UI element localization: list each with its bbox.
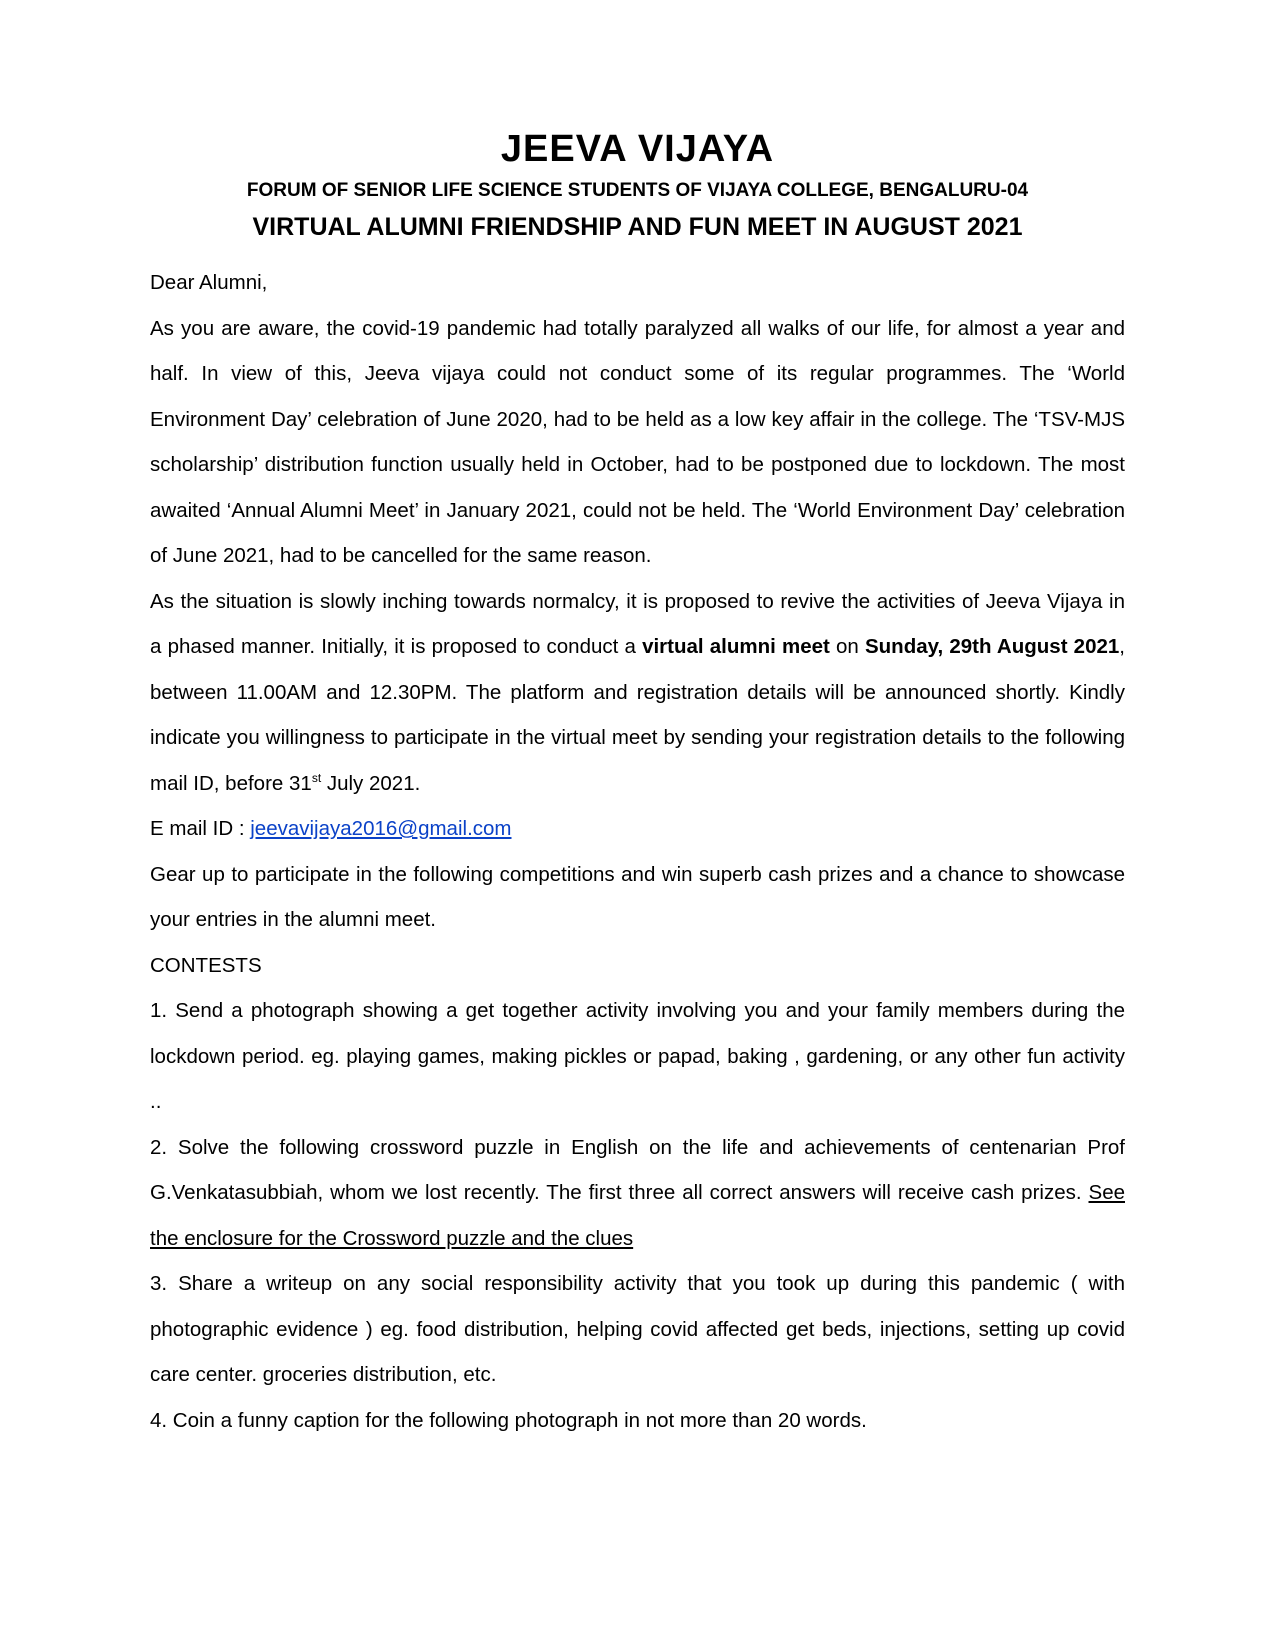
crossword-enclosure-note: See the enclosure for the Crossword puzzle and the clues <box>150 1181 1125 1250</box>
contest-4: 4. Coin a funny caption for the following photograph in not more than 20 words. <box>150 1408 867 1432</box>
contest-1: 1. Send a photograph showing a get together activity involving you and your family members during the lockdown period. eg. playing games, making pickles or papad, baking , gardening, or any other fun activity .. <box>150 999 1125 1113</box>
event-heading: VIRTUAL ALUMNI FRIENDSHIP AND FUN MEET IN AUGUST 2021 <box>252 213 1023 241</box>
ordinal-suffix: st <box>311 770 322 785</box>
contest-2 <box>150 1125 1125 1262</box>
contest-3: 3. Share a writeup on any social responsibility activity that you took up during this pandemic ( with photographic evidence ) eg. food distribution, helping covid affected get beds, injections, setting up covid care center. groceries distribution, etc. <box>150 1272 1125 1386</box>
page-title: JEEVA VIJAYA <box>500 128 775 170</box>
salutation: Dear Alumni, <box>150 271 268 294</box>
email-line <box>150 806 1125 852</box>
para2-text-2: on <box>829 635 865 658</box>
forum-subtitle: FORUM OF SENIOR LIFE SCIENCE STUDENTS OF VIJAYA COLLEGE, BENGALURU-04 <box>246 180 1029 201</box>
para2-text-3: , between 11.00AM and 12.30PM. The platform and registration details will be announced shortly. Kindly indicate you willingness to participate in the virtual meet by sending your registration details to the following mail ID, before 31 <box>150 635 1125 795</box>
letter-body <box>150 260 1125 1443</box>
meet-date: Sunday, 29th August 2021 <box>864 635 1120 658</box>
email-label: E mail ID : <box>150 817 251 840</box>
contest-2-text: 2. Solve the following crossword puzzle in English on the life and achievements of centenarian Prof G.Venkatasubbiah, whom we lost recently. The first three all correct answers will receive cash prizes. <box>150 1135 1125 1204</box>
meet-type: virtual alumni meet <box>642 635 830 658</box>
paragraph-competitions: Gear up to participate in the following competitions and win superb cash prizes and a chance to showcase your entries in the alumni meet. <box>150 862 1125 931</box>
contests-heading: CONTESTS <box>150 953 262 977</box>
email-link[interactable]: jeevavijaya2016@gmail.com <box>250 817 512 840</box>
para2-text-1: As the situation is slowly inching towards normalcy, it is proposed to revive the activities of Jeeva Vijaya in a phased manner. Initially, it is proposed to conduct a <box>150 589 1125 658</box>
paragraph-meet <box>150 579 1125 807</box>
para2-text-4: July 2021. <box>321 771 421 795</box>
paragraph-covid: As you are aware, the covid-19 pandemic had totally paralyzed all walks of our life, for almost a year and half. In view of this, Jeeva vijaya could not conduct some of its regular programmes. The ‘World Environment Day’ celebration of June 2020, had to be held as a low key affair in the college. The ‘TSV-MJS scholarship’ distribution function usually held in October, had to be postponed due to lockdown. The most awaited ‘Annual Alumni Meet’ in January 2021, could not be held. The ‘World Environment Day’ celebration of June 2021, had to be cancelled for the same reason. <box>150 316 1125 567</box>
